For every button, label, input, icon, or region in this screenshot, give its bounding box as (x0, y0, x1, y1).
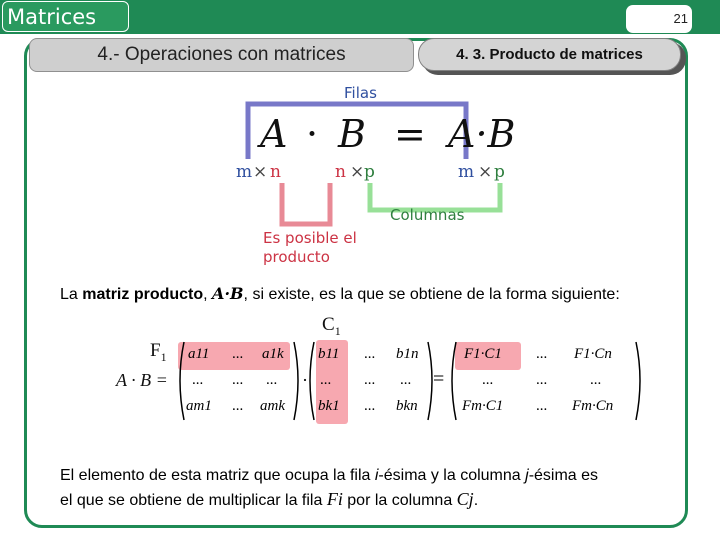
formula-ab: A·B (448, 112, 516, 156)
matrix-b-cell: b11 (318, 346, 340, 362)
page-number: 21 (673, 11, 688, 26)
definition-sentence (60, 284, 620, 305)
matrix-a-cell: ... (232, 346, 244, 362)
matrix-a-cell: am1 (186, 398, 212, 414)
matrix-b-cell: bkn (396, 398, 418, 414)
possible-connector (282, 183, 330, 224)
bracket-b-left (310, 342, 314, 420)
matrix-ab-cell: Fm·C1 (462, 398, 504, 414)
matrix-ab-cell: ... (536, 398, 548, 414)
section-title: 4.- Operaciones con matrices (29, 38, 414, 72)
bracket-b-right (428, 342, 432, 420)
index-i: i (374, 467, 379, 484)
row-fi: Fi (326, 489, 343, 509)
app-title: Matrices (2, 1, 129, 32)
matrix-b-cell: ... (364, 398, 376, 414)
equals-sign: = (433, 368, 445, 390)
definition-formula: A·B (212, 284, 244, 303)
explanation-line2 (60, 489, 478, 511)
index-j: j (525, 467, 529, 484)
dim-a-times: × (253, 162, 268, 182)
matrix-a-cell: amk (260, 398, 285, 414)
matrix-a-cell: ... (232, 398, 244, 414)
multiply-dot: · (302, 370, 308, 390)
bracket-ab-right (636, 342, 640, 420)
definition-suffix: , si existe, es la que se obtiene de la forma siguiente: (243, 286, 620, 303)
dim-b-times: × (350, 162, 365, 182)
column-cj: Cj (456, 489, 474, 509)
c1-label (322, 314, 341, 339)
dim-b-n: n (335, 162, 346, 182)
matrix-b-cell: ... (320, 372, 332, 388)
matrix-ab-cell: ... (536, 346, 548, 362)
bracket-a-right (294, 342, 298, 420)
matrix-b-cell: ... (364, 372, 376, 388)
dim-b-p: p (364, 162, 375, 182)
dim-a-m: m (236, 162, 253, 182)
explanation-text: -ésima y la columna (378, 467, 526, 484)
matrix-ab-cell: F1·C1 (464, 346, 502, 362)
matrix-ab-cell: ... (590, 372, 602, 388)
matrix-b-cell: ... (364, 346, 376, 362)
rows-label: Filas (344, 84, 377, 102)
dim-ab-times: × (478, 162, 493, 182)
dim-a-n: n (270, 162, 281, 182)
f1-subscript: 1 (160, 349, 167, 364)
matrix-b-cell: b1n (396, 346, 419, 362)
formula-b: B (338, 112, 366, 156)
c1-subscript: 1 (334, 323, 341, 338)
matrix-a-cell: a11 (188, 346, 210, 362)
definition-comma: , (203, 286, 213, 303)
columns-label: Columnas (390, 206, 465, 224)
matrix-ab-cell: ... (536, 372, 548, 388)
matrix-b-cell: ... (400, 372, 412, 388)
dim-ab-p: p (494, 162, 505, 182)
subsection-title: 4. 3. Producto de matrices (418, 38, 681, 71)
explanation-line1 (60, 466, 598, 486)
explanation-text: El elemento de esta matriz que ocupa la fila (60, 467, 375, 484)
dim-ab-m: m (458, 162, 475, 182)
possible-label-line1: Es posible el (263, 229, 357, 247)
matrix-ab-cell: F1·Cn (574, 346, 612, 362)
matrix-ab-cell: ... (482, 372, 494, 388)
formula-equals: = (394, 112, 426, 156)
explanation-text: . (473, 492, 479, 509)
matrix-a-cell: ... (192, 372, 204, 388)
explanation-text: por la columna (342, 492, 457, 509)
f1-label (150, 340, 167, 365)
c1-letter: C (322, 314, 335, 335)
matrix-b-cell: bk1 (318, 398, 340, 414)
formula-dot: · (306, 112, 319, 156)
matrix-a-cell: ... (266, 372, 278, 388)
matrix-a-cell: a1k (262, 346, 284, 362)
formula-a: A (260, 112, 288, 156)
matrix-a-cell: ... (232, 372, 244, 388)
explanation-text: -ésima es (528, 467, 599, 484)
matrix-ab-cell: Fm·Cn (572, 398, 614, 414)
definition-term: matriz producto (82, 286, 204, 303)
definition-prefix: La (60, 286, 83, 303)
product-lhs: A · B = (116, 370, 168, 390)
f1-letter: F (150, 340, 161, 361)
explanation-text: el que se obtiene de multiplicar la fila (60, 492, 327, 509)
possible-label-line2: producto (263, 248, 330, 266)
